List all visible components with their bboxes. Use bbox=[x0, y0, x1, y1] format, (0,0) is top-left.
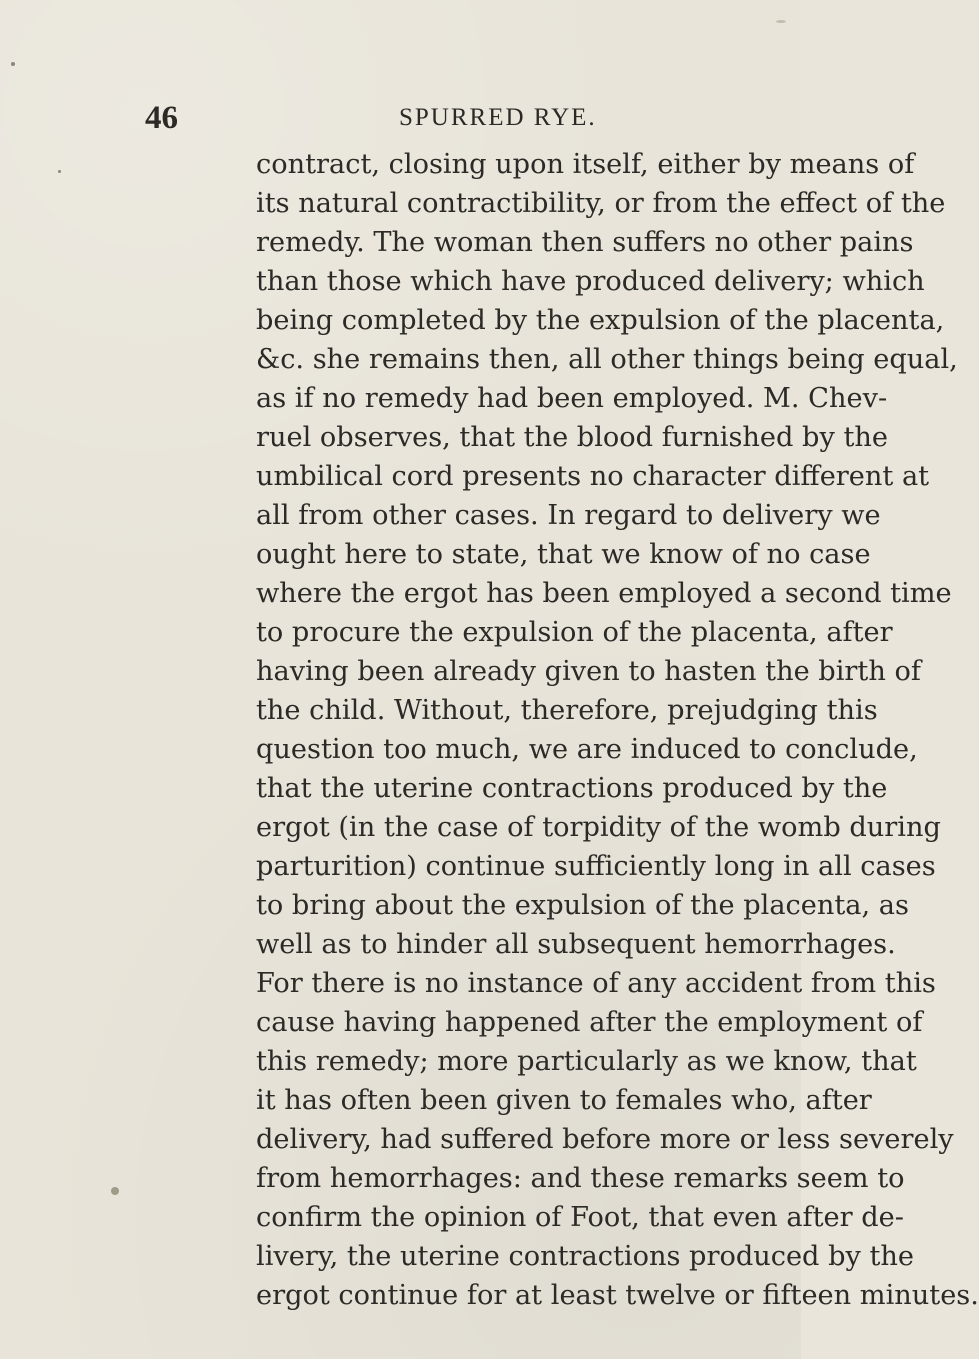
paper-speck bbox=[776, 20, 786, 23]
text-line: this remedy; more particularly as we know, that bbox=[256, 1046, 917, 1077]
text-line: from hemorrhages: and these remarks seem to bbox=[256, 1163, 905, 1194]
page-header bbox=[145, 100, 765, 136]
page-number: 46 bbox=[145, 100, 178, 136]
text-line: its natural contractibility, or from the effect of the bbox=[256, 188, 946, 219]
paper-speck bbox=[11, 62, 15, 66]
text-line: cause having happened after the employment of bbox=[256, 1007, 923, 1038]
text-line: it has often been given to females who, after bbox=[256, 1085, 872, 1116]
text-line: ergot continue for at least twelve or fifteen minutes. bbox=[256, 1280, 979, 1311]
text-line: question too much, we are induced to conclude, bbox=[256, 734, 918, 765]
text-line: to procure the expulsion of the placenta, after bbox=[256, 617, 893, 648]
text-line: &c. she remains then, all other things being equal, bbox=[256, 344, 958, 375]
text-line: ergot (in the case of torpidity of the womb during bbox=[256, 812, 941, 843]
running-head: SPURRED RYE. bbox=[399, 104, 597, 131]
paper-speck bbox=[58, 170, 61, 173]
text-line: delivery, had suffered before more or less severely bbox=[256, 1124, 954, 1155]
text-line: as if no remedy had been employed. M. Chev- bbox=[256, 383, 888, 414]
text-line: where the ergot has been employed a second time bbox=[256, 578, 952, 609]
text-line: that the uterine contractions produced by the bbox=[256, 773, 888, 804]
text-line: parturition) continue sufficiently long in all cases bbox=[256, 851, 936, 882]
text-line: than those which have produced delivery; which bbox=[256, 266, 925, 297]
text-line: the child. Without, therefore, prejudging this bbox=[256, 695, 878, 726]
text-line: having been already given to hasten the birth of bbox=[256, 656, 921, 687]
text-line: contract, closing upon itself, either by means of bbox=[256, 149, 915, 180]
text-line: umbilical cord presents no character different at bbox=[256, 461, 930, 492]
paper-speck bbox=[111, 1187, 119, 1195]
text-line: all from other cases. In regard to delivery we bbox=[256, 500, 881, 531]
text-line: ruel observes, that the blood furnished by the bbox=[256, 422, 888, 453]
text-line: well as to hinder all subsequent hemorrhages. bbox=[256, 929, 896, 960]
text-line: livery, the uterine contractions produced by the bbox=[256, 1241, 915, 1272]
text-line: confirm the opinion of Foot, that even after de- bbox=[256, 1202, 904, 1233]
text-line: For there is no instance of any accident from this bbox=[256, 968, 936, 999]
text-line: being completed by the expulsion of the placenta, bbox=[256, 305, 945, 336]
text-line: remedy. The woman then suffers no other pains bbox=[256, 227, 914, 258]
text-line: to bring about the expulsion of the placenta, as bbox=[256, 890, 909, 921]
text-line: ought here to state, that we know of no case bbox=[256, 539, 871, 570]
